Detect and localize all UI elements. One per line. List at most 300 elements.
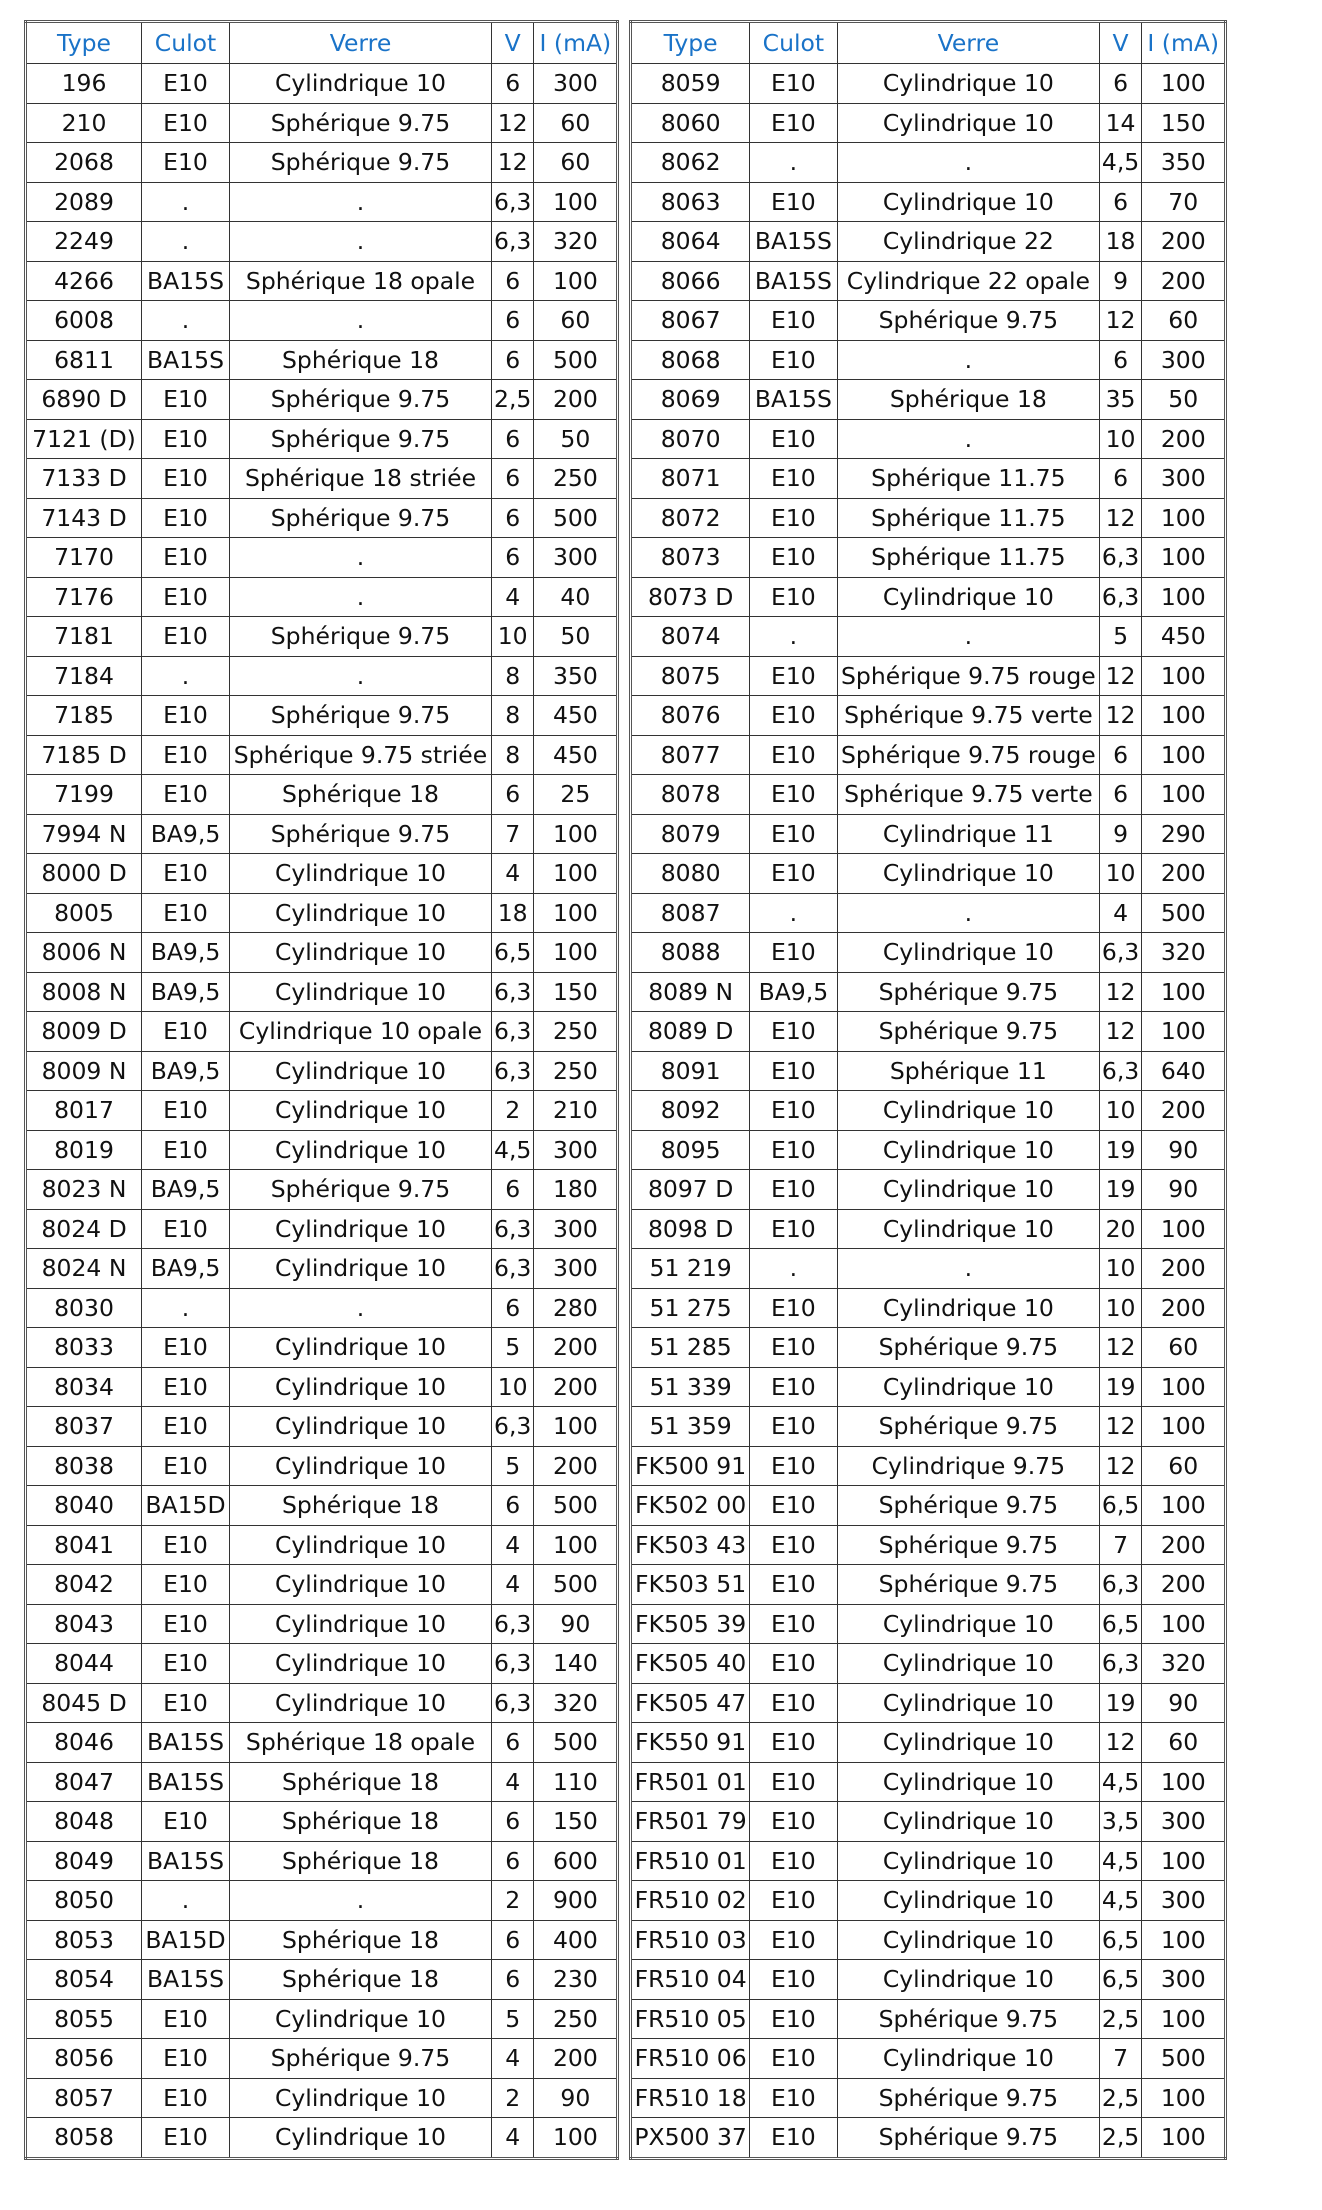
- cell-type: 8024 N: [26, 1249, 142, 1289]
- cell-type: 8089 D: [631, 1012, 750, 1052]
- cell-i: 250: [534, 1012, 618, 1052]
- cell-type: 8042: [26, 1565, 142, 1605]
- cell-i: 250: [534, 459, 618, 499]
- cell-v: 10: [1099, 1249, 1141, 1289]
- cell-culot: E10: [749, 656, 837, 696]
- cell-type: 2089: [26, 182, 142, 222]
- cell-culot: E10: [142, 2118, 230, 2159]
- cell-type: 210: [26, 103, 142, 143]
- cell-verre: .: [837, 1249, 1099, 1289]
- cell-v: 2,5: [492, 380, 534, 420]
- table-row: [26, 972, 618, 1012]
- cell-culot: E10: [749, 538, 837, 578]
- cell-v: 6: [492, 1486, 534, 1526]
- cell-verre: Cylindrique 10: [837, 854, 1099, 894]
- cell-v: 12: [1099, 1723, 1141, 1763]
- cell-i: 200: [534, 2039, 618, 2079]
- cell-i: 200: [534, 1367, 618, 1407]
- cell-i: 100: [534, 933, 618, 973]
- table-row: [26, 1960, 618, 2000]
- cell-verre: Sphérique 11.75: [837, 538, 1099, 578]
- table-row: [631, 1525, 1226, 1565]
- cell-culot: E10: [749, 1802, 837, 1842]
- cell-culot: E10: [142, 538, 230, 578]
- cell-culot: .: [749, 893, 837, 933]
- cell-v: 3,5: [1099, 1802, 1141, 1842]
- cell-type: 8030: [26, 1288, 142, 1328]
- cell-type: 196: [26, 64, 142, 104]
- cell-v: 6,3: [1099, 933, 1141, 973]
- cell-v: 12: [492, 143, 534, 183]
- cell-i: 60: [534, 301, 618, 341]
- cell-verre: Cylindrique 10: [230, 1091, 492, 1131]
- cell-v: 10: [1099, 854, 1141, 894]
- cell-culot: E10: [142, 1644, 230, 1684]
- cell-type: 8000 D: [26, 854, 142, 894]
- cell-verre: Sphérique 18: [230, 1960, 492, 2000]
- cell-type: 8024 D: [26, 1209, 142, 1249]
- table-row: [631, 933, 1226, 973]
- cell-type: 8078: [631, 775, 750, 815]
- cell-culot: BA9,5: [142, 933, 230, 973]
- bulb-table-left: [24, 20, 619, 2160]
- cell-verre: Sphérique 9.75 verte: [837, 775, 1099, 815]
- table-row: [26, 933, 618, 973]
- cell-i: 50: [534, 419, 618, 459]
- table-row: [631, 1328, 1226, 1368]
- cell-verre: Sphérique 18 opale: [230, 1723, 492, 1763]
- cell-verre: Cylindrique 10: [837, 64, 1099, 104]
- table-header-row: [631, 22, 1226, 64]
- cell-type: FK503 51: [631, 1565, 750, 1605]
- cell-type: 8070: [631, 419, 750, 459]
- cell-type: FK503 43: [631, 1525, 750, 1565]
- table-row: [26, 1762, 618, 1802]
- cell-culot: BA15D: [142, 1486, 230, 1526]
- cell-verre: .: [230, 301, 492, 341]
- cell-v: 19: [1099, 1367, 1141, 1407]
- table-row: [26, 1209, 618, 1249]
- cell-type: 8023 N: [26, 1170, 142, 1210]
- table-row: [26, 577, 618, 617]
- cell-verre: .: [230, 1881, 492, 1921]
- cell-i: 250: [534, 1051, 618, 1091]
- table-row: [631, 735, 1226, 775]
- cell-culot: .: [749, 617, 837, 657]
- cell-verre: Cylindrique 10: [230, 1525, 492, 1565]
- table-row: [631, 1130, 1226, 1170]
- table-row: [26, 1644, 618, 1684]
- cell-v: 6: [492, 1723, 534, 1763]
- cell-i: 60: [1142, 1328, 1226, 1368]
- cell-i: 600: [534, 1841, 618, 1881]
- table-row: [631, 2078, 1226, 2118]
- cell-type: 8054: [26, 1960, 142, 2000]
- table-body-right: [631, 64, 1226, 2159]
- table-row: [26, 656, 618, 696]
- cell-i: 300: [1142, 1960, 1226, 2000]
- cell-type: 8005: [26, 893, 142, 933]
- cell-verre: Cylindrique 10: [837, 1881, 1099, 1921]
- cell-verre: .: [230, 182, 492, 222]
- cell-verre: Sphérique 11.75: [837, 498, 1099, 538]
- table-row: [631, 1723, 1226, 1763]
- header-v: V: [492, 22, 534, 64]
- table-row: [631, 617, 1226, 657]
- cell-culot: BA15S: [142, 1723, 230, 1763]
- table-row: [26, 1604, 618, 1644]
- cell-culot: BA15S: [749, 222, 837, 262]
- cell-type: 7185: [26, 696, 142, 736]
- cell-v: 6,3: [492, 1683, 534, 1723]
- cell-culot: E10: [749, 1091, 837, 1131]
- cell-verre: Sphérique 9.75: [230, 498, 492, 538]
- cell-v: 10: [1099, 1288, 1141, 1328]
- table-row: [26, 419, 618, 459]
- cell-verre: Cylindrique 10 opale: [230, 1012, 492, 1052]
- table-row: [631, 1802, 1226, 1842]
- cell-verre: Cylindrique 10: [230, 1328, 492, 1368]
- table-row: [26, 775, 618, 815]
- cell-v: 2,5: [1099, 1999, 1141, 2039]
- cell-type: 8059: [631, 64, 750, 104]
- cell-i: 100: [1142, 775, 1226, 815]
- cell-v: 6,3: [492, 1407, 534, 1447]
- cell-type: 8047: [26, 1762, 142, 1802]
- cell-culot: E10: [749, 459, 837, 499]
- cell-culot: E10: [142, 1367, 230, 1407]
- cell-type: 8073: [631, 538, 750, 578]
- cell-verre: Cylindrique 10: [837, 103, 1099, 143]
- cell-v: 6: [1099, 340, 1141, 380]
- cell-culot: BA9,5: [142, 814, 230, 854]
- cell-i: 180: [534, 1170, 618, 1210]
- cell-culot: BA9,5: [142, 1051, 230, 1091]
- cell-verre: Cylindrique 22 opale: [837, 261, 1099, 301]
- cell-culot: E10: [749, 1051, 837, 1091]
- table-row: [631, 182, 1226, 222]
- cell-culot: E10: [749, 577, 837, 617]
- cell-v: 19: [1099, 1130, 1141, 1170]
- cell-v: 5: [1099, 617, 1141, 657]
- cell-v: 6,5: [1099, 1604, 1141, 1644]
- cell-culot: E10: [142, 1999, 230, 2039]
- cell-culot: E10: [749, 1486, 837, 1526]
- cell-i: 60: [534, 103, 618, 143]
- table-row: [631, 222, 1226, 262]
- cell-v: 5: [492, 1328, 534, 1368]
- cell-i: 100: [534, 814, 618, 854]
- cell-v: 6: [1099, 735, 1141, 775]
- table-row: [26, 1525, 618, 1565]
- cell-culot: E10: [749, 775, 837, 815]
- cell-i: 300: [534, 1130, 618, 1170]
- table-row: [26, 1091, 618, 1131]
- cell-i: 230: [534, 1960, 618, 2000]
- table-row: [631, 1881, 1226, 1921]
- cell-culot: E10: [142, 775, 230, 815]
- cell-verre: Sphérique 18: [230, 775, 492, 815]
- cell-v: 12: [492, 103, 534, 143]
- cell-verre: Sphérique 18: [230, 1841, 492, 1881]
- cell-culot: .: [142, 1288, 230, 1328]
- table-row: [26, 1407, 618, 1447]
- cell-culot: E10: [142, 1328, 230, 1368]
- cell-type: FK500 91: [631, 1446, 750, 1486]
- table-row: [26, 340, 618, 380]
- cell-culot: E10: [142, 1012, 230, 1052]
- cell-i: 300: [1142, 459, 1226, 499]
- cell-culot: E10: [142, 1209, 230, 1249]
- cell-v: 6: [1099, 459, 1141, 499]
- cell-verre: Sphérique 18: [837, 380, 1099, 420]
- table-row: [631, 656, 1226, 696]
- cell-type: 8077: [631, 735, 750, 775]
- cell-i: 320: [1142, 933, 1226, 973]
- cell-culot: BA9,5: [142, 972, 230, 1012]
- cell-culot: E10: [142, 577, 230, 617]
- cell-v: 6,3: [492, 1012, 534, 1052]
- cell-i: 350: [1142, 143, 1226, 183]
- table-row: [26, 1367, 618, 1407]
- table-row: [26, 696, 618, 736]
- cell-i: 60: [1142, 1723, 1226, 1763]
- cell-i: 90: [1142, 1170, 1226, 1210]
- cell-verre: .: [230, 1288, 492, 1328]
- table-row: [26, 1446, 618, 1486]
- cell-v: 5: [492, 1999, 534, 2039]
- cell-v: 6: [492, 1170, 534, 1210]
- cell-i: 100: [534, 261, 618, 301]
- cell-v: 6,3: [492, 1051, 534, 1091]
- cell-i: 150: [534, 1802, 618, 1842]
- cell-v: 4: [492, 2039, 534, 2079]
- cell-verre: Cylindrique 10: [230, 1407, 492, 1447]
- cell-v: 6,3: [1099, 538, 1141, 578]
- cell-v: 7: [492, 814, 534, 854]
- cell-verre: Sphérique 9.75: [230, 143, 492, 183]
- cell-v: 6: [492, 498, 534, 538]
- cell-verre: .: [230, 538, 492, 578]
- header-verre: Verre: [230, 22, 492, 64]
- cell-culot: E10: [142, 1802, 230, 1842]
- cell-culot: E10: [142, 1525, 230, 1565]
- cell-v: 12: [1099, 656, 1141, 696]
- cell-culot: E10: [142, 143, 230, 183]
- cell-culot: E10: [142, 854, 230, 894]
- cell-type: 8066: [631, 261, 750, 301]
- cell-verre: .: [837, 893, 1099, 933]
- cell-i: 90: [534, 1604, 618, 1644]
- cell-type: 8049: [26, 1841, 142, 1881]
- cell-verre: Sphérique 18: [230, 1762, 492, 1802]
- cell-i: 25: [534, 775, 618, 815]
- table-row: [631, 261, 1226, 301]
- cell-culot: .: [142, 182, 230, 222]
- cell-verre: Cylindrique 10: [837, 2039, 1099, 2079]
- table-row: [631, 1486, 1226, 1526]
- table-row: [631, 143, 1226, 183]
- cell-i: 90: [1142, 1130, 1226, 1170]
- cell-i: 500: [1142, 893, 1226, 933]
- table-row: [26, 617, 618, 657]
- cell-type: 8009 D: [26, 1012, 142, 1052]
- table-row: [631, 854, 1226, 894]
- cell-v: 4,5: [1099, 1841, 1141, 1881]
- cell-type: FR510 01: [631, 1841, 750, 1881]
- cell-verre: Sphérique 9.75 striée: [230, 735, 492, 775]
- cell-culot: E10: [749, 419, 837, 459]
- cell-i: 200: [534, 380, 618, 420]
- table-row: [631, 775, 1226, 815]
- cell-verre: Sphérique 11: [837, 1051, 1099, 1091]
- cell-verre: Sphérique 18 striée: [230, 459, 492, 499]
- cell-i: 500: [534, 1486, 618, 1526]
- cell-type: 8067: [631, 301, 750, 341]
- cell-verre: Sphérique 9.75: [837, 1407, 1099, 1447]
- cell-culot: .: [749, 1249, 837, 1289]
- cell-type: 8076: [631, 696, 750, 736]
- cell-verre: Cylindrique 10: [837, 1604, 1099, 1644]
- cell-type: 8019: [26, 1130, 142, 1170]
- table-row: [631, 2118, 1226, 2159]
- cell-verre: Cylindrique 10: [230, 1565, 492, 1605]
- cell-verre: Cylindrique 10: [837, 1683, 1099, 1723]
- cell-type: 6890 D: [26, 380, 142, 420]
- cell-culot: E10: [142, 1446, 230, 1486]
- cell-verre: Sphérique 9.75 rouge: [837, 656, 1099, 696]
- cell-v: 6,5: [1099, 1960, 1141, 2000]
- header-type: Type: [631, 22, 750, 64]
- cell-culot: E10: [142, 1565, 230, 1605]
- cell-i: 300: [1142, 340, 1226, 380]
- cell-culot: E10: [749, 1881, 837, 1921]
- cell-verre: Sphérique 9.75 verte: [837, 696, 1099, 736]
- cell-v: 4,5: [1099, 1762, 1141, 1802]
- table-row: [26, 1841, 618, 1881]
- cell-i: 100: [534, 893, 618, 933]
- cell-verre: Cylindrique 10: [837, 1802, 1099, 1842]
- table-row: [631, 380, 1226, 420]
- cell-type: 7184: [26, 656, 142, 696]
- table-row: [26, 1683, 618, 1723]
- cell-v: 4,5: [492, 1130, 534, 1170]
- cell-type: 51 285: [631, 1328, 750, 1368]
- cell-culot: BA9,5: [142, 1249, 230, 1289]
- cell-culot: E10: [749, 1841, 837, 1881]
- table-row: [26, 2039, 618, 2079]
- cell-culot: E10: [749, 933, 837, 973]
- table-row: [26, 1920, 618, 1960]
- cell-v: 6,3: [492, 222, 534, 262]
- cell-type: 8075: [631, 656, 750, 696]
- cell-i: 280: [534, 1288, 618, 1328]
- table-row: [631, 1999, 1226, 2039]
- cell-i: 640: [1142, 1051, 1226, 1091]
- cell-i: 200: [1142, 1565, 1226, 1605]
- cell-i: 300: [1142, 1881, 1226, 1921]
- table-row: [631, 972, 1226, 1012]
- cell-v: 4,5: [1099, 1881, 1141, 1921]
- cell-type: 8053: [26, 1920, 142, 1960]
- cell-i: 100: [1142, 1407, 1226, 1447]
- cell-verre: Sphérique 9.75: [837, 1012, 1099, 1052]
- cell-v: 18: [492, 893, 534, 933]
- cell-type: 8040: [26, 1486, 142, 1526]
- cell-type: 2068: [26, 143, 142, 183]
- cell-verre: Cylindrique 10: [230, 854, 492, 894]
- cell-v: 6: [492, 459, 534, 499]
- cell-culot: E10: [749, 1565, 837, 1605]
- table-row: [26, 1881, 618, 1921]
- cell-culot: E10: [749, 64, 837, 104]
- table-row: [26, 1012, 618, 1052]
- cell-i: 100: [1142, 577, 1226, 617]
- cell-type: 8008 N: [26, 972, 142, 1012]
- cell-v: 12: [1099, 1446, 1141, 1486]
- cell-type: FR510 06: [631, 2039, 750, 2079]
- cell-v: 6: [492, 538, 534, 578]
- cell-type: 8034: [26, 1367, 142, 1407]
- cell-v: 35: [1099, 380, 1141, 420]
- cell-type: 8033: [26, 1328, 142, 1368]
- cell-verre: Cylindrique 10: [230, 1604, 492, 1644]
- cell-v: 6,5: [492, 933, 534, 973]
- cell-type: 8079: [631, 814, 750, 854]
- cell-culot: E10: [142, 103, 230, 143]
- cell-type: 8073 D: [631, 577, 750, 617]
- table-row: [26, 1486, 618, 1526]
- cell-verre: Cylindrique 10: [230, 1683, 492, 1723]
- cell-i: 100: [1142, 498, 1226, 538]
- cell-verre: Cylindrique 10: [837, 1762, 1099, 1802]
- cell-verre: Cylindrique 10: [230, 1051, 492, 1091]
- cell-type: 8091: [631, 1051, 750, 1091]
- cell-v: 6: [492, 1920, 534, 1960]
- table-row: [631, 1841, 1226, 1881]
- cell-culot: .: [142, 656, 230, 696]
- table-row: [26, 2118, 618, 2159]
- cell-type: 8087: [631, 893, 750, 933]
- table-row: [631, 1209, 1226, 1249]
- cell-verre: Cylindrique 10: [837, 1841, 1099, 1881]
- cell-type: 8088: [631, 933, 750, 973]
- cell-v: 12: [1099, 498, 1141, 538]
- cell-type: 4266: [26, 261, 142, 301]
- cell-i: 100: [1142, 696, 1226, 736]
- cell-culot: E10: [749, 1446, 837, 1486]
- cell-v: 18: [1099, 222, 1141, 262]
- cell-i: 40: [534, 577, 618, 617]
- cell-verre: .: [837, 143, 1099, 183]
- table-row: [631, 1644, 1226, 1684]
- cell-verre: Cylindrique 10: [230, 1209, 492, 1249]
- cell-type: 8048: [26, 1802, 142, 1842]
- cell-type: 8063: [631, 182, 750, 222]
- cell-i: 320: [534, 1683, 618, 1723]
- header-i: I (mA): [1142, 22, 1226, 64]
- cell-i: 100: [534, 2118, 618, 2159]
- cell-culot: .: [142, 222, 230, 262]
- cell-type: 8069: [631, 380, 750, 420]
- cell-culot: E10: [142, 64, 230, 104]
- cell-type: FR510 05: [631, 1999, 750, 2039]
- cell-v: 10: [492, 617, 534, 657]
- cell-type: FR510 04: [631, 1960, 750, 2000]
- cell-v: 4: [492, 854, 534, 894]
- table-header-row: [26, 22, 618, 64]
- cell-verre: Sphérique 9.75: [837, 1525, 1099, 1565]
